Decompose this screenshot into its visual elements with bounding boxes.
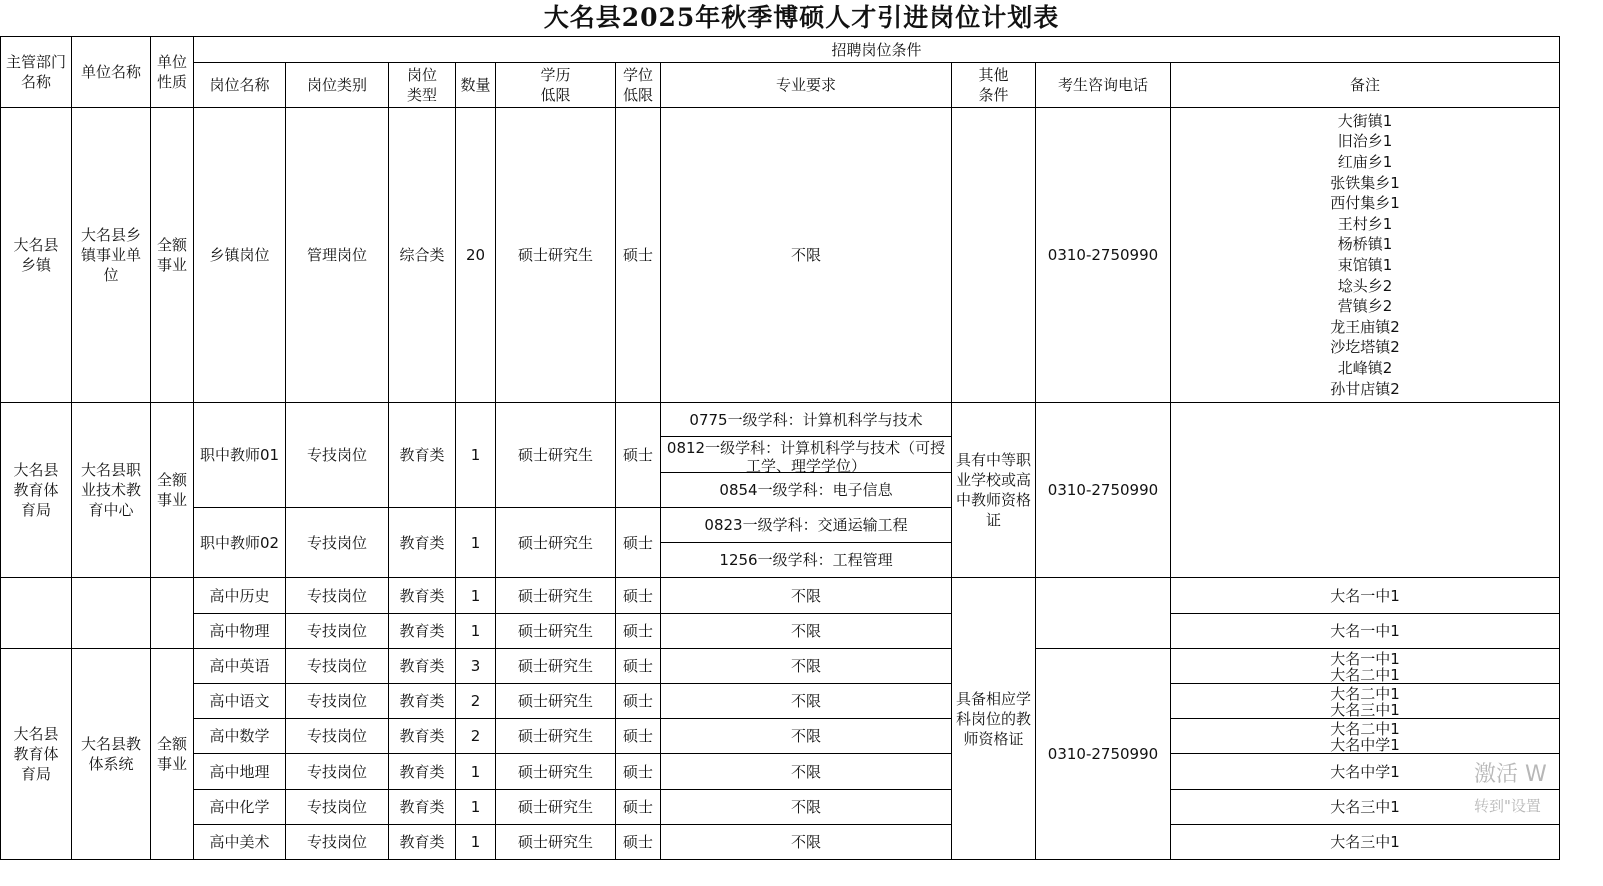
section3-category: 专技岗位 [286,649,389,684]
section3-major: 不限 [661,790,952,825]
remark-line: 旧治乡1 [1337,132,1393,151]
section3-degree: 硕士 [616,790,661,825]
remark-line: 大名中学1 [1330,736,1400,754]
remark-line: 束馆镇1 [1337,256,1393,274]
header-post-name: 岗位名称 [194,63,286,108]
header-post-category: 岗位类别 [286,63,389,108]
section3-other-line: 师资格证 [963,729,1024,748]
remark-line: 大名三中1 [1330,833,1400,851]
section3-remark [1171,649,1560,684]
header-degree [616,63,661,108]
section2-phone: 0310-2750990 [1036,403,1171,578]
section2-dept-line: 教育体 [13,481,59,499]
section2-edu: 硕士研究生 [496,508,616,578]
header-other-line: 条件 [978,86,1009,104]
section1-nature [151,108,194,403]
header-phone: 考生咨询电话 [1036,63,1171,108]
header-remark: 备注 [1171,63,1560,108]
remark-line: 大名一中1 [1330,650,1400,668]
section3-phone-blank [1036,578,1171,649]
section3-major: 不限 [661,719,952,754]
section3-remark [1171,825,1560,860]
header-edu-line: 学历 [540,66,571,84]
section3-other-line: 科岗位的教 [955,709,1031,728]
header-count: 数量 [456,63,496,108]
section3-dept [0,649,72,860]
section3-post: 高中历史 [194,578,286,614]
section1-unit-line: 位 [103,266,119,284]
section2-other-line: 证 [985,511,1001,529]
section3-other [952,578,1036,860]
remark-line: 大名二中1 [1330,685,1400,703]
remark-line: 沙圪塔镇2 [1330,338,1400,357]
section3-category: 专技岗位 [286,719,389,754]
section2-count: 1 [456,508,496,578]
section3-edu: 硕士研究生 [496,790,616,825]
section2-count: 1 [456,403,496,508]
section1-nature-line: 事业 [156,256,187,274]
section3-unit-line: 大名县教 [80,735,141,753]
section1-unit [72,108,151,403]
header-dept-line: 名称 [20,73,51,91]
section2-nature [151,403,194,578]
section3-count: 1 [456,614,496,649]
section2-post: 职中教师02 [194,508,286,578]
page-title: 大名县2025年秋季博硕人才引进岗位计划表 [543,3,1060,32]
section3-dept-line: 大名县 [13,725,59,743]
section2-post: 职中教师01 [194,403,286,508]
section3-type: 教育类 [389,614,456,649]
section3-category: 专技岗位 [286,614,389,649]
section3-count: 2 [456,684,496,719]
section3-post: 高中地理 [194,754,286,790]
section1-degree: 硕士 [616,108,661,403]
section2-major: 0823一级学科：交通运输工程 [661,508,952,543]
section3-dept-line: 教育体 [13,745,59,763]
section2-category: 专技岗位 [286,403,389,508]
section3-category: 专技岗位 [286,684,389,719]
section2-unit-line: 大名县职 [80,461,141,479]
section2-remark [1171,403,1560,578]
header-post-type [389,63,456,108]
section2-type: 教育类 [389,403,456,508]
section2-other-line: 具有中等职 [955,451,1031,469]
section3-degree: 硕士 [616,649,661,684]
section2-unit-line: 育中心 [88,501,134,519]
section1-dept [0,108,72,403]
remark-line: 大街镇1 [1337,111,1393,130]
section2-dept-line: 育局 [20,501,51,519]
section3-category: 专技岗位 [286,790,389,825]
header-nature-line: 单位 [156,53,187,71]
section3-post: 高中语文 [194,684,286,719]
section3-post: 高中美术 [194,825,286,860]
remark-line: 大名二中1 [1330,720,1400,738]
section3-remark [1171,684,1560,719]
header-unit: 单位名称 [72,36,151,108]
section1-major: 不限 [661,108,952,403]
header-post-type-line: 类型 [406,86,437,104]
section1-edu: 硕士研究生 [496,108,616,403]
remark-line: 孙甘店镇2 [1330,379,1400,398]
section3-degree: 硕士 [616,578,661,614]
header-nature-line: 性质 [156,73,187,91]
header-degree-line: 学位 [622,66,653,84]
section3-remark [1171,719,1560,754]
header-other-line: 其他 [978,66,1009,84]
section3-count: 3 [456,649,496,684]
remark-line: 大名中学1 [1330,762,1400,781]
section1-unit-line: 大名县乡 [80,226,141,244]
section1-dept-line: 乡镇 [20,256,51,274]
section3-type: 教育类 [389,790,456,825]
section2-dept-line: 大名县 [13,461,59,479]
section1-remark [1171,108,1560,403]
section3-major: 不限 [661,684,952,719]
activation-watermark-line1: 激活 W [1474,762,1547,787]
section3-nature-line: 全额 [156,735,187,753]
header-edu-line: 低限 [540,86,571,104]
section2-nature-line: 事业 [156,491,187,509]
section3-nature-blank [151,578,194,649]
section2-unit-line: 业技术教 [80,481,141,499]
header-dept-line: 主管部门 [5,53,66,71]
section1-nature-line: 全额 [156,236,187,254]
section3-post: 高中数学 [194,719,286,754]
remark-line: 张铁集乡1 [1330,173,1400,192]
header-dept [0,36,72,108]
header-major: 专业要求 [661,63,952,108]
section3-post: 高中化学 [194,790,286,825]
section3-category: 专技岗位 [286,754,389,790]
section1-other [952,108,1036,403]
section3-nature [151,649,194,860]
section3-edu: 硕士研究生 [496,825,616,860]
section3-major: 不限 [661,754,952,790]
section3-unit [72,649,151,860]
section3-unit-line: 体系统 [88,755,134,773]
section1-phone: 0310-2750990 [1036,108,1171,403]
section2-degree: 硕士 [616,508,661,578]
activation-watermark-line2: 转到"设置 [1474,797,1541,815]
section3-phone: 0310-2750990 [1036,649,1171,860]
section3-major: 不限 [661,614,952,649]
section3-edu: 硕士研究生 [496,754,616,790]
header-post-type-line: 岗位 [406,66,437,84]
section2-degree: 硕士 [616,403,661,508]
section3-remark [1171,614,1560,649]
section3-degree: 硕士 [616,825,661,860]
section2-other-line: 中教师资格 [955,491,1031,509]
section1-unit-line: 镇事业单 [80,246,141,264]
section3-remark [1171,578,1560,614]
section1-count: 20 [456,108,496,403]
section3-other-line: 具备相应学 [955,689,1031,708]
header-edu [496,63,616,108]
section3-type: 教育类 [389,578,456,614]
remark-line: 营镇乡2 [1337,297,1393,316]
section3-degree: 硕士 [616,719,661,754]
remark-line: 大名三中1 [1330,701,1400,719]
section3-count: 2 [456,719,496,754]
section3-type: 教育类 [389,684,456,719]
section3-count: 1 [456,578,496,614]
remark-line: 杨桥镇1 [1337,235,1393,254]
section3-edu: 硕士研究生 [496,684,616,719]
section3-post: 高中英语 [194,649,286,684]
remark-line: 大名三中1 [1330,798,1400,816]
section3-degree: 硕士 [616,684,661,719]
section3-category: 专技岗位 [286,578,389,614]
section2-major: 0854一级学科：电子信息 [661,473,952,508]
section2-major: 0775一级学科：计算机科学与技术 [661,403,952,437]
section3-unit-blank [72,578,151,649]
section3-type: 教育类 [389,825,456,860]
section2-major: 0812一级学科：计算机科学与技术（可授工学、理学学位） [661,437,952,473]
section3-edu: 硕士研究生 [496,578,616,614]
header-degree-line: 低限 [622,86,653,104]
section2-other-line: 业学校或高 [955,471,1031,489]
section3-dept-blank [0,578,72,649]
section2-type: 教育类 [389,508,456,578]
header-nature [151,36,194,108]
section3-degree: 硕士 [616,754,661,790]
section3-type: 教育类 [389,649,456,684]
section3-major: 不限 [661,649,952,684]
header-conditions: 招聘岗位条件 [194,36,1560,63]
section2-category: 专技岗位 [286,508,389,578]
remark-line: 大名一中1 [1330,586,1400,605]
section3-edu: 硕士研究生 [496,649,616,684]
section1-category: 管理岗位 [286,108,389,403]
remark-line: 龙王庙镇2 [1330,317,1400,336]
remark-line: 大名一中1 [1330,622,1400,640]
remark-line: 西付集乡1 [1330,194,1400,213]
section3-type: 教育类 [389,719,456,754]
section2-major: 1256一级学科：工程管理 [661,543,952,578]
remark-line: 大名二中1 [1330,666,1400,684]
section2-unit [72,403,151,578]
section2-other [952,403,1036,578]
section3-nature-line: 事业 [156,755,187,773]
section3-count: 1 [456,754,496,790]
section3-post: 高中物理 [194,614,286,649]
header-other [952,63,1036,108]
remark-line: 北峰镇2 [1337,358,1393,377]
section3-edu: 硕士研究生 [496,719,616,754]
section3-category: 专技岗位 [286,825,389,860]
remark-line: 王村乡1 [1337,214,1393,233]
remark-line: 红庙乡1 [1337,153,1393,172]
section3-degree: 硕士 [616,614,661,649]
section3-major: 不限 [661,825,952,860]
remark-line: 埝头乡2 [1337,276,1393,295]
section3-dept-line: 育局 [20,765,51,783]
section1-dept-line: 大名县 [13,236,59,254]
section1-type: 综合类 [389,108,456,403]
section2-nature-line: 全额 [156,471,187,489]
section3-major: 不限 [661,578,952,614]
section3-count: 1 [456,825,496,860]
section2-dept [0,403,72,578]
section3-type: 教育类 [389,754,456,790]
section2-edu: 硕士研究生 [496,403,616,508]
section3-edu: 硕士研究生 [496,614,616,649]
section3-count: 1 [456,790,496,825]
section1-post: 乡镇岗位 [194,108,286,403]
